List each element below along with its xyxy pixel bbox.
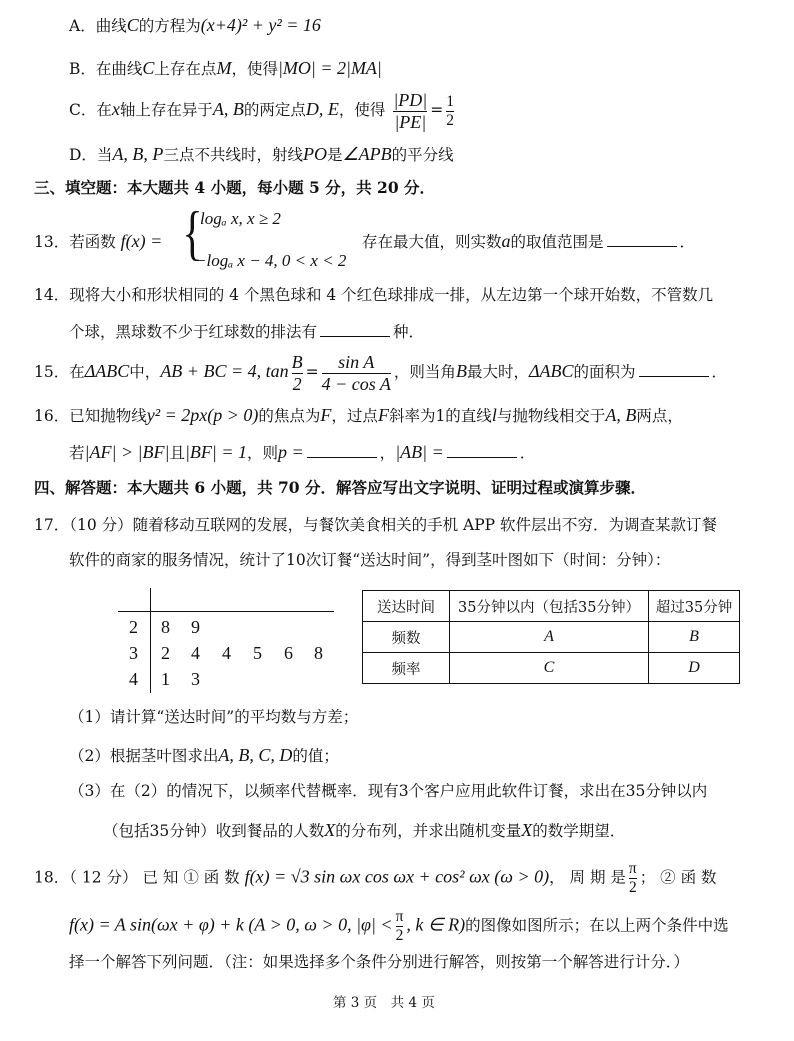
leaf-value: 6 [284, 643, 293, 663]
stem-value: 4 [129, 669, 138, 689]
table-row [363, 653, 740, 684]
pd-pe-fraction: $\frac{|PD|}{|PE|}$ [393, 90, 428, 132]
q18-line1: 18．（ 12 分） 已 知 ① 函 数 f(x) = √3 sin ωx cos ωx + cos² ωx (ω > 0)， 周 期 是 $\frac{\pi}{2}$ ； ② 函 数 [34, 860, 717, 896]
half-fraction: $\frac{1}{2}$ [446, 92, 454, 129]
q15: 15．在ΔABC中，AB + BC = 4, tan $\frac{B}{2}$ = $\frac{\text{sin A}}{\text{4 − cos A}}$ ，则当角B最大时，ΔABC的面积为 ． [34, 352, 728, 394]
stem-leaf-divider [150, 588, 151, 693]
period-fraction: $\frac{\pi}{2}$ [628, 860, 637, 896]
table-cell: 频数 [363, 622, 450, 653]
leaf-value: 4 [191, 643, 200, 663]
option-d: D．当A, B, P三点不共线时，射线PO是∠APB的平分线 [69, 144, 454, 164]
stem-value: 3 [129, 643, 138, 663]
option-b: B．在曲线C上存在点M，使得|MO| = 2|MA| [69, 58, 382, 78]
q14-answer-blank[interactable] [320, 335, 390, 337]
leaf-value: 3 [191, 669, 200, 689]
table-cell: A [450, 622, 649, 653]
b-half-fraction: $\frac{B}{2}$ [291, 352, 303, 394]
q17-sub2: （2）根据茎叶图求出A, B, C, D的值； [69, 745, 339, 765]
table-header: 送达时间 [363, 591, 450, 622]
q13-prefix: 13．若函数 f(x) = [34, 231, 163, 251]
q16-line1: 16．已知抛物线y² = 2px(p > 0)的焦点为F，过点F斜率为1的直线l与抛物线相交于A, B两点， [34, 405, 683, 425]
phi-bound-fraction: $\frac{\pi}{2}$ [395, 908, 404, 944]
table-row [363, 622, 740, 653]
frequency-table [362, 590, 740, 684]
table-header-row [363, 591, 740, 622]
q18-line2: f(x) = A sin(ωx + φ) + k (A > 0, ω > 0, |φ| < $\frac{\pi}{2}$ , k ∈ R)的图像如图所示；在以上两个条件中选 [69, 908, 729, 944]
q17-sub3: （3）在（2）的情况下，以频率代替概率．现有3个客户应用此软件订餐，求出在35分钟以内 [69, 782, 708, 800]
section4-title: 四、解答题：本大题共 6 小题，共 70 分．解答应写出文字说明、证明过程或演算步骤． [34, 478, 646, 497]
q13-text: 存在最大值，则实数a的取值范围是 ． [362, 231, 696, 251]
q16-p-blank[interactable] [307, 456, 377, 458]
leaf-value: 1 [161, 669, 170, 689]
q17-line1: 17．（10 分）随着移动互联网的发展，与餐饮美食相关的手机 APP 软件层出不穷．为调查某款订餐 [34, 516, 718, 534]
page-footer: 第 3 页 共 4 页 [333, 995, 435, 1011]
leaf-value: 8 [314, 643, 323, 663]
table-cell: 频率 [363, 653, 450, 684]
leaf-value: 4 [222, 643, 231, 663]
q17-sub3-cont: （包括35分钟）收到餐品的人数X的分布列，并求出随机变量X的数学期望． [103, 820, 626, 840]
table-header: 超过35分钟 [649, 591, 740, 622]
option-a: A．曲线C的方程为(x+4)² + y² = 16 [69, 15, 321, 35]
q15-answer-blank[interactable] [639, 375, 709, 377]
q18-line3: 择一个解答下列问题．（注：如果选择多个条件分别进行解答，则按第一个解答进行计分．） [69, 953, 690, 971]
sin-fraction: $\frac{\text{sin A}}{\text{4 − cos A}}$ [321, 352, 391, 394]
table-header: 35分钟以内（包括35分钟） [450, 591, 649, 622]
q14-line1: 14．现将大小和形状相同的 4 个黑色球和 4 个红色球排成一排，从左边第一个球开始数，不管数几 [34, 286, 714, 304]
option-c: C．在x轴上存在异于A, B的两定点D, E，使得 $\frac{|PD|}{|PE|}$ = $\frac{1}{2}$ [69, 90, 454, 132]
q13-case1: logₐ x, x ≥ 2 [200, 209, 281, 228]
leaf-value: 8 [161, 617, 170, 637]
stem-value: 2 [129, 617, 138, 637]
table-cell: D [649, 653, 740, 684]
q13-case2: −logₐ x − 4, 0 < x < 2 [195, 251, 347, 270]
leaf-value: 9 [191, 617, 200, 637]
q13-answer-blank[interactable] [607, 245, 677, 247]
q17-sub1: （1）请计算“送达时间”的平均数与方差； [69, 708, 359, 726]
q17-line2: 软件的商家的服务情况，统计了10次订餐“送达时间”，得到茎叶图如下（时间：分钟）： [69, 551, 671, 569]
section3-title: 三、填空题：本大题共 4 小题，每小题 5 分，共 20 分． [34, 178, 436, 197]
leaf-value: 5 [253, 643, 262, 663]
q16-line2: 若|AF| > |BF|且|BF| = 1，则p = ，|AB| = ． [69, 442, 536, 462]
q16-ab-blank[interactable] [447, 456, 517, 458]
leaf-value: 2 [161, 643, 170, 663]
table-cell: C [450, 653, 649, 684]
q13-brace: { [182, 200, 203, 266]
table-cell: B [649, 622, 740, 653]
q14-line2: 个球，黑球数不少于红球数的排法有 种． [69, 323, 425, 341]
